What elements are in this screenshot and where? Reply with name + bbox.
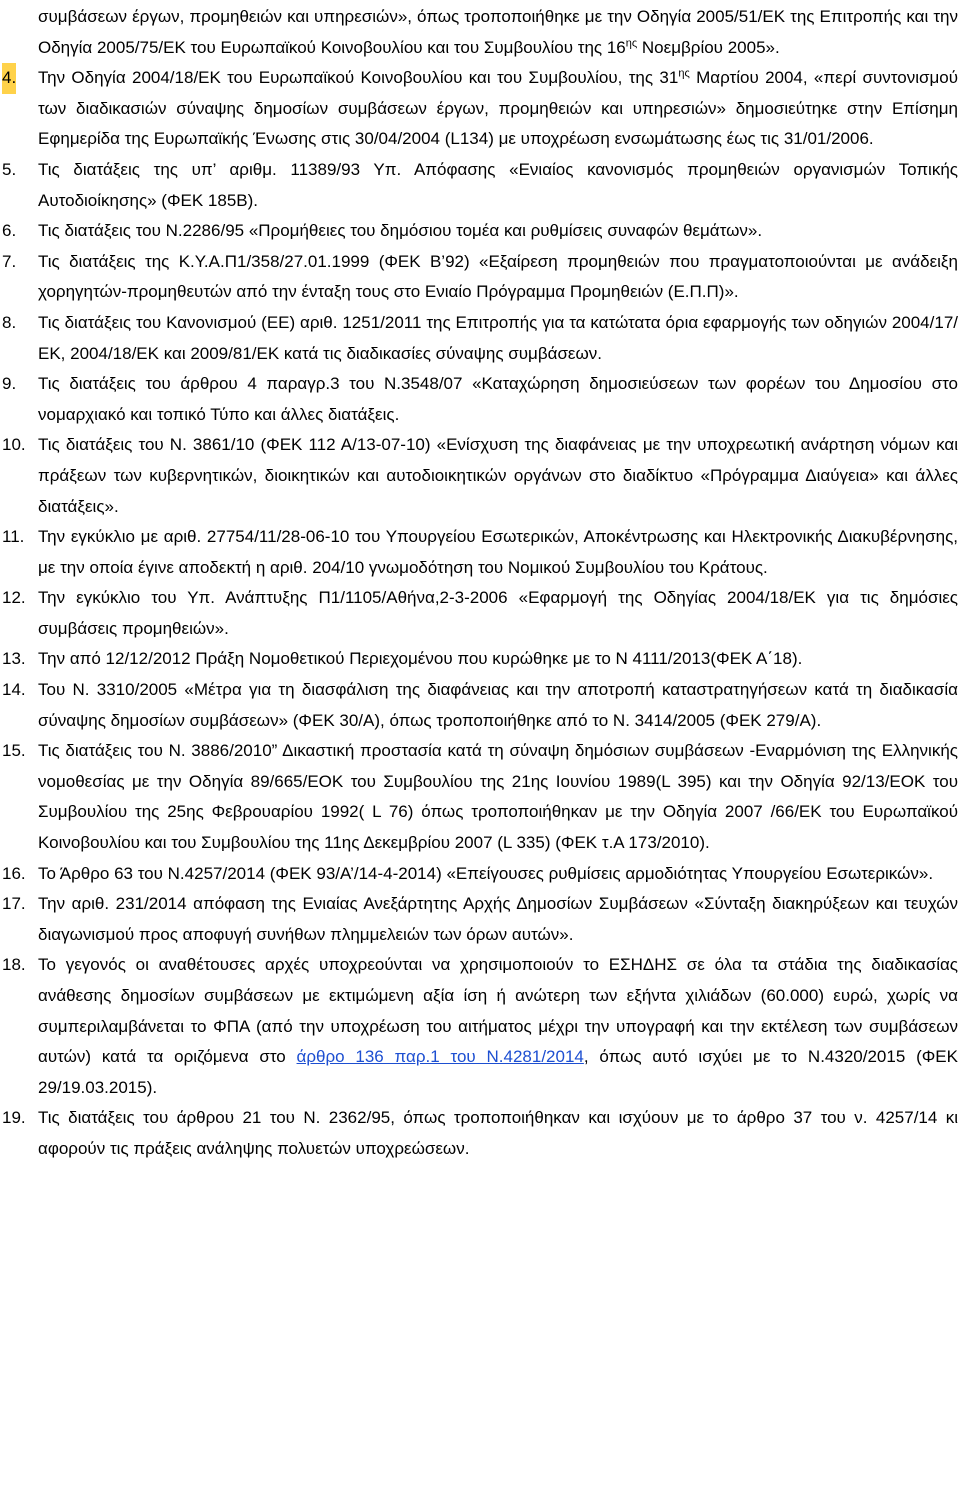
- list-text: Τις διατάξεις της υπ’ αριθμ. 11389/93 Υπ. Απόφασης «Ενιαίος κανονισμός προμηθειών οργανισμών Τοπικής Αυτοδιοίκησης» (ΦΕΚ 185Β).: [38, 159, 958, 210]
- list-text: Την εγκύκλιο με αριθ. 27754/11/28-06-10 του Υπουργείου Εσωτερικών, Αποκέντρωσης και Ηλεκτρονικής Διακυβέρνησης, με την οποία έγινε αποδεκτή η αριθ. 204/10 γνωμοδότηση του Νομικού Συμβουλίου του Κράτους.: [38, 527, 958, 577]
- list-number: 7.: [2, 251, 17, 271]
- list-item-13: [2, 644, 958, 675]
- list-number: 17.: [2, 894, 26, 914]
- list-item-8: [2, 308, 958, 369]
- list-text-pre: Το γεγονός οι αναθέτουσες αρχές υποχρεούνται να χρησιμοποιούν το ΕΣΗΔΗΣ σε όλα τα στάδια της διαδικασίας ανάθεσης δημοσίων συμβάσεων με εκτιμώμενη αξία ίση ή ανώτερη των εξήντα χιλιάδων (60.000) ευρώ, χωρίς να συμπεριλαμβάνεται το ΦΠΑ (από την υποχρέωση του αιτήματος μέχρι την υπογραφή και την εκτέλεση των συμβάσεων αυτών) κατά τα οριζόμενα στο: [38, 955, 958, 1067]
- list-number: 11.: [2, 527, 25, 547]
- list-number: 18.: [2, 955, 26, 975]
- list-text: Τις διατάξεις του Ν. 3861/10 (ΦΕΚ 112 Α/13-07-10) «Ενίσχυση της διαφάνειας με την υποχρεωτική ανάρτηση νόμων και πράξεων των κυβερνητικών, διοικητικών και αυτοδιοικητικών οργάνων στο διαδίκτυο «Πρόγραμμα Διαύγεια» και άλλες διατάξεις».: [38, 435, 958, 516]
- list-text: Τις διατάξεις του άρθρου 4 παραγρ.3 του Ν.3548/07 «Καταχώρηση δημοσιεύσεων των φορέων του Δημοσίου στο νομαρχιακό και τοπικό Τύπο και άλλες διατάξεις.: [38, 374, 958, 424]
- list-number: 14.: [2, 680, 26, 700]
- list-item-15: [2, 736, 958, 858]
- list-number: 16.: [2, 863, 26, 883]
- intro-paragraph: [38, 2, 958, 63]
- list-item-18: [2, 950, 958, 1103]
- list-text: Τις διατάξεις του Κανονισμού (ΕΕ) αριθ. 1251/2011 της Επιτροπής για τα κατώτατα όρια εφαρμογής των οδηγιών 2004/17/ΕΚ, 2004/18/ΕΚ και 2009/81/ΕΚ κατά τις διαδικασίες σύναψης συμβάσεων.: [38, 312, 958, 363]
- list-text: Τις διατάξεις του Ν. 3886/2010” Δικαστική προστασία κατά τη σύναψη δημόσιων συμβάσεων -Εναρμόνιση της Ελληνικής νομοθεσίας με την Οδηγία 89/665/ΕΟΚ του Συμβουλίου της 21ης Ιουνίου 1989(L 395) και την Οδηγία 92/13/ΕΟΚ του Συμβουλίου της 25ης Φεβρουαρίου 1992( L 76) όπως τροποποιήθηκαν με την Οδηγία 2007 /66/ΕΚ του Ευρωπαϊκού Κοινοβουλίου και του Συμβουλίου της 11ης Δεκεμβρίου 2007 (L 335) (ΦΕΚ τ.Α 173/2010).: [38, 741, 958, 853]
- list-item-4: [2, 63, 959, 155]
- list-item-9: [2, 369, 958, 430]
- intro-text-2: Νοεμβρίου 2005».: [637, 37, 780, 57]
- list-item-19: [2, 1103, 958, 1164]
- list-superscript: ης: [678, 67, 690, 80]
- list-number: 15.: [2, 741, 26, 761]
- law-article-link[interactable]: άρθρο 136 παρ.1 του Ν.4281/2014: [296, 1047, 584, 1067]
- list-item-7: [2, 247, 958, 308]
- list-number: 9.: [2, 374, 17, 394]
- list-text: Του Ν. 3310/2005 «Μέτρα για τη διασφάλιση της διαφάνειας και την αποτροπή καταστρατηγήσεων κατά τη διαδικασία σύναψης δημοσίων συμβάσεων» (ΦΕΚ 30/Α), όπως τροποποιήθηκε από το Ν. 3414/2005 (ΦΕΚ 279/Α).: [38, 680, 958, 730]
- list-item-5: [2, 155, 958, 216]
- list-text-post: Μαρτίου 2004, «περί συντονισμού των διαδικασιών σύναψης δημοσίων συμβάσεων έργων, προμηθειών και υπηρεσιών» δημοσιεύτηκε στην Επίσημη Εφημερίδα της Ευρωπαϊκής Ένωσης στις 30/04/2004 (L134) με υποχρέωση ενσωμάτωσης έως τις 31/01/2006.: [38, 68, 959, 149]
- list-item-17: [2, 889, 958, 950]
- list-number: 6.: [2, 221, 17, 241]
- list-item-6: [2, 216, 958, 247]
- list-number: 12.: [2, 588, 26, 608]
- list-number: 13.: [2, 649, 26, 669]
- list-text: Τις διατάξεις του άρθρου 21 του Ν. 2362/95, όπως τροποποιήθηκαν και ισχύουν με το άρθρο 37 του ν. 4257/14 κι αφορούν τις πράξεις ανάληψης πολυετών υποχρεώσεων.: [38, 1108, 958, 1158]
- list-text: Την αριθ. 231/2014 απόφαση της Ενιαίας Ανεξάρτητης Αρχής Δημοσίων Συμβάσεων «Σύνταξη διακηρύξεων και τευχών διαγωνισμού προς αποφυγή συνήθων πλημμελειών των όρων αυτών».: [38, 894, 958, 944]
- list-number: 8.: [2, 312, 17, 332]
- list-item-10: [2, 430, 958, 522]
- list-number: 10.: [2, 435, 26, 455]
- list-text: Την εγκύκλιο του Υπ. Ανάπτυξης Π1/1105/Αθήνα,2-3-2006 «Εφαρμογή της Οδηγίας 2004/18/ΕΚ για τις δημόσιες συμβάσεις προμηθειών».: [38, 588, 958, 638]
- list-item-12: [2, 583, 958, 644]
- intro-superscript: ης: [625, 36, 638, 49]
- list-item-11: [2, 522, 958, 583]
- list-text-post: , όπως αυτό ισχύει με το Ν.4320/2015 (ΦΕΚ 29/19.03.2015).: [38, 1047, 958, 1097]
- intro-text-1: συμβάσεων έργων, προμηθειών και υπηρεσιών», όπως τροποποιήθηκε με την Οδηγία 2005/51/ΕΚ της Επιτροπής και την Οδηγία 2005/75/ΕΚ του Ευρωπαϊκού Κοινοβουλίου και του Συμβουλίου της 16: [38, 7, 958, 57]
- list-text: Τις διατάξεις του Ν.2286/95 «Προμήθειες του δημόσιου τομέα και ρυθμίσεις συναφών θεμάτων».: [38, 221, 763, 241]
- list-item-16: [2, 859, 958, 890]
- list-item-14: [2, 675, 958, 736]
- list-number: 19.: [2, 1108, 26, 1128]
- list-text: Το Άρθρο 63 του Ν.4257/2014 (ΦΕΚ 93/Α’/14-4-2014) «Επείγουσες ρυθμίσεις αρμοδιότητας Υπουργείου Εσωτερικών».: [38, 863, 934, 883]
- list-number: 5.: [2, 159, 17, 179]
- list-text: Τις διατάξεις της Κ.Υ.Α.Π1/358/27.01.1999 (ΦΕΚ Β’92) «Εξαίρεση προμηθειών που πραγματοποιούνται με ανάδειξη χορηγητών-προμηθευτών από την ένταξη τους στο Ενιαίο Πρόγραμμα Προμηθειών (Ε.Π.Π)».: [38, 251, 958, 302]
- list-number: 4.: [2, 63, 16, 94]
- list-text-pre: Την Οδηγία 2004/18/ΕΚ του Ευρωπαϊκού Κοινοβουλίου και του Συμβουλίου, της 31: [38, 68, 679, 88]
- list-text: Την από 12/12/2012 Πράξη Νομοθετικού Περιεχομένου που κυρώθηκε με το Ν 4111/2013(ΦΕΚ Α΄18).: [38, 649, 803, 669]
